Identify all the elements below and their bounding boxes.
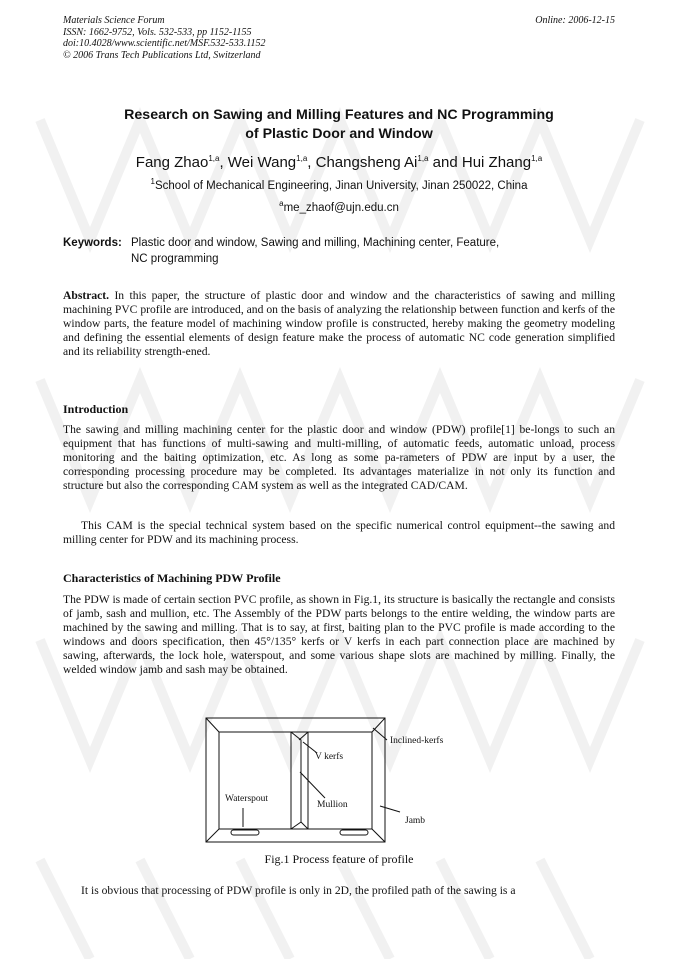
label-v-kerfs: V kerfs (315, 752, 344, 762)
abstract-label: Abstract. (63, 289, 110, 302)
label-waterspout: Waterspout (225, 794, 269, 804)
affiliation-text: School of Mechanical Engineering, Jinan University, Jinan 250022, China (154, 180, 528, 192)
label-mullion: Mullion (317, 800, 348, 810)
title-line-2: of Plastic Door and Window (245, 126, 433, 142)
characteristics-heading: Characteristics of Machining PDW Profile (63, 571, 281, 585)
abstract-text: In this paper, the structure of plastic door and window and the characteristics of sawing and milling machining PVC profile are introduced, and on the basis of analyzing the relationship between function and kerfs of the window parts, the feature model of machining window profile is constructed, hereby making the geometry modeling and defining the essential elements of design feature make the process of automatic NC code generation simplified and its reliability strength-ened. (63, 289, 616, 359)
journal-header (63, 15, 615, 61)
figure-1 (205, 716, 455, 851)
author-affil-mark: 1,a (531, 154, 543, 163)
keywords-line-2: NC programming (131, 252, 219, 265)
journal-name: Materials Science Forum (63, 15, 165, 26)
label-inclined-kerfs: Inclined-kerfs (390, 736, 444, 746)
abstract-paragraph (63, 289, 615, 359)
author-affil-mark: 1,a (208, 154, 220, 163)
paper-title (63, 106, 615, 144)
waterspout-slot-right (340, 830, 368, 835)
author-name: Fang Zhao (135, 154, 209, 171)
copyright-line: © 2006 Trans Tech Publications Ltd, Switzerland (63, 49, 261, 61)
author-name: Hui Zhang (461, 154, 532, 171)
introduction-heading: Introduction (63, 402, 129, 416)
email-address: me_zhaof@ujn.edu.cn (283, 202, 399, 214)
issn-line: ISSN: 1662-9752, Vols. 532-533, pp 1152-1155 (63, 26, 252, 38)
introduction-paragraph-2: This CAM is the special technical system based on the specific numerical control equipment--the sawing and milling center for PDW and its machining process. (63, 519, 615, 547)
label-jamb: Jamb (405, 816, 426, 826)
jamb-inner (219, 732, 372, 829)
jamb-outer (206, 718, 385, 842)
author-list (63, 154, 615, 171)
affiliation (63, 177, 615, 192)
affiliation-mark: 1 (150, 177, 155, 187)
author-separator: , (219, 154, 228, 171)
author-separator: , (307, 154, 316, 171)
leader-jamb (380, 806, 400, 812)
author-name: Wei Wang (227, 154, 297, 171)
doi-line: doi:10.4028/www.scientific.net/MSF.532-533.1152 (63, 38, 266, 49)
leader-mullion (300, 772, 325, 798)
author-affil-mark: 1,a (417, 154, 429, 163)
online-date: Online: 2006-12-15 (535, 15, 615, 26)
email-mark: a (279, 199, 284, 209)
waterspout-slot-left (231, 830, 259, 835)
introduction-paragraph-1: The sawing and milling machining center for the plastic door and window (PDW) profile[1] be-longs to such an equipment that has functions of multi-sawing and multi-milling, of automatic feeds, automatic unload, process monitoring and the baiting optimization, etc. As long as some pa-rameters of PDW are input by a user, the corresponding processing procedure may be completed. Its advantages materialize in not only its function and structure but also the corresponding CAM system as well as the integrated CAD/CAM. (63, 423, 615, 493)
title-line-1: Research on Sawing and Milling Features and NC Programming (124, 107, 554, 123)
author-name: Changsheng Ai (315, 154, 418, 171)
characteristics-paragraph-1: The PDW is made of certain section PVC profile, as shown in Fig.1, its structure is basically the rectangle and consists of jamb, sash and mullion, etc. The Assembly of the PDW parts belongs to the entire welding, the window parts are machined by the sawing and milling. That is to say, at first, baiting plan to the PVC profile is made according to the windows and doors specification, then 45°/135° kerfs or V kerfs in each part connection place are machined by sawing, afterwards, the lock hole, waterspout, and some various shape slots are machined by milling. Finally, the welded window jamb and sash may be obtained. (63, 593, 615, 677)
email-line (63, 199, 615, 214)
keywords-label: Keywords: (63, 237, 122, 249)
author-separator: and (428, 154, 462, 171)
keywords-line-1: Plastic door and window, Sawing and milling, Machining center, Feature, (131, 237, 500, 249)
author-affil-mark: 1,a (296, 154, 308, 163)
closing-paragraph: It is obvious that processing of PDW profile is only in 2D, the profiled path of the sawing is a (81, 884, 516, 897)
figure-caption: Fig.1 Process feature of profile (264, 852, 414, 866)
keywords-block (63, 236, 615, 267)
